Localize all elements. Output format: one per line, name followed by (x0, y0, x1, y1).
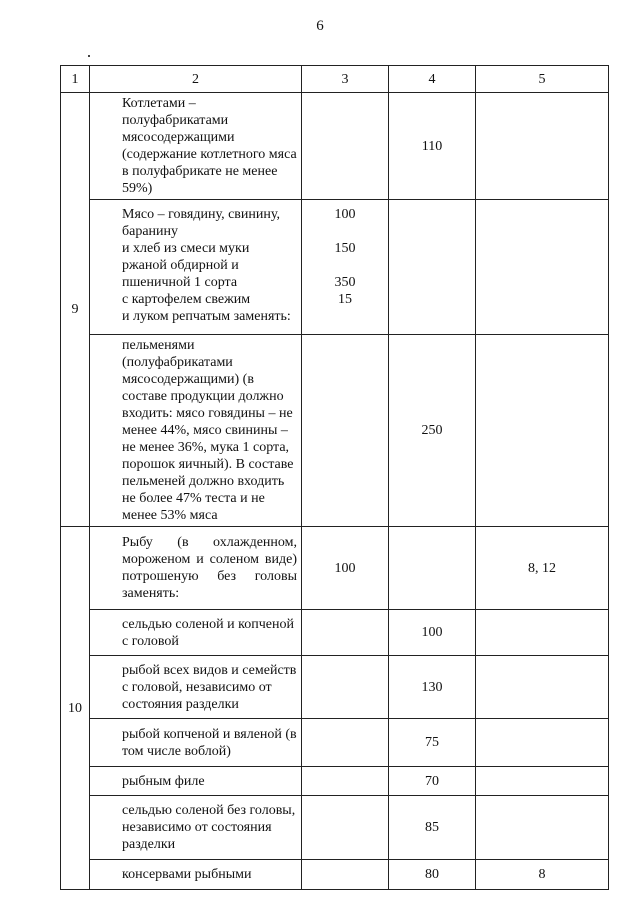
col5-cell: 8 (476, 860, 609, 890)
product-cell: сельдью соленой без головы, независимо от состояния разделки (90, 796, 302, 860)
scan-speck (88, 55, 90, 57)
col3-cell (302, 767, 389, 796)
col3-cell: 100 (302, 527, 389, 610)
product-cell: консервами рыбными (90, 860, 302, 890)
header-col-2: 2 (90, 66, 302, 93)
table-row (61, 796, 609, 860)
col3-cell (302, 860, 389, 890)
col4-cell: 100 (389, 610, 476, 656)
table-row (61, 860, 609, 890)
table-header-row (61, 66, 609, 93)
col4-cell: 80 (389, 860, 476, 890)
product-cell: пельменями (полуфабрикатами мясосодержащими) (в составе продукции должно входить: мясо говядины – не менее 44%, мясо свинины – не менее 36%, мука 1 сорта, порошок яичный). В составе пельменей должно входить не более 47% теста и не менее 53% мяса (90, 335, 302, 527)
table-row (61, 200, 609, 335)
col5-cell (476, 335, 609, 527)
amount-value: 100 (334, 207, 356, 222)
product-cell: Рыбу (в охлажденном, мороженом и соленом виде) потрошеную без головы заменять: (90, 527, 302, 610)
col3-cell (302, 796, 389, 860)
table-row (61, 767, 609, 796)
col4-cell: 130 (389, 656, 476, 719)
product-cell: Котлетами – полуфабрикатами мясосодержащими (содержание котлетного мяса в полуфабрикате не менее 59%) (90, 93, 302, 200)
row-number-9: 9 (61, 93, 90, 527)
table-row (61, 93, 609, 200)
header-col-1: 1 (61, 66, 90, 93)
col3-cell (302, 656, 389, 719)
row-number-10: 10 (61, 527, 90, 890)
product-cell (90, 200, 302, 335)
col3-cell (302, 335, 389, 527)
product-line: и хлеб из смеси муки ржаной обдирной и пшеничной 1 сорта (122, 241, 250, 290)
table-row (61, 656, 609, 719)
product-cell: рыбой копченой и вяленой (в том числе воблой) (90, 719, 302, 767)
col3-cell (302, 93, 389, 200)
product-line: с картофелем свежим (122, 292, 251, 307)
table-row (61, 335, 609, 527)
header-col-5: 5 (476, 66, 609, 93)
col5-cell (476, 767, 609, 796)
col4-cell: 70 (389, 767, 476, 796)
product-cell: рыбой всех видов и семейств с головой, независимо от состояния разделки (90, 656, 302, 719)
page-number: 6 (316, 18, 324, 34)
col5-cell (476, 610, 609, 656)
amount-value: 15 (338, 292, 352, 307)
product-line: Мясо – говядину, свинину, баранину (122, 207, 280, 239)
col5-cell (476, 93, 609, 200)
col4-cell: 75 (389, 719, 476, 767)
amount-value: 350 (334, 275, 356, 290)
col4-cell: 250 (389, 335, 476, 527)
col5-cell (476, 719, 609, 767)
product-cell: сельдью соленой и копченой с головой (90, 610, 302, 656)
table-row (61, 527, 609, 610)
col5-cell (476, 796, 609, 860)
product-cell: рыбным филе (90, 767, 302, 796)
col4-cell (389, 527, 476, 610)
col3-cell (302, 200, 389, 335)
header-col-3: 3 (302, 66, 389, 93)
col5-cell (476, 656, 609, 719)
amount-value: 150 (334, 241, 356, 256)
product-line: и луком репчатым заменять: (122, 309, 291, 324)
col3-cell (302, 719, 389, 767)
col5-cell (476, 200, 609, 335)
table-row (61, 610, 609, 656)
replacement-table (60, 65, 609, 890)
col5-cell: 8, 12 (476, 527, 609, 610)
header-col-4: 4 (389, 66, 476, 93)
col4-cell (389, 200, 476, 335)
col4-cell: 85 (389, 796, 476, 860)
col4-cell: 110 (389, 93, 476, 200)
col3-cell (302, 610, 389, 656)
table-row (61, 719, 609, 767)
